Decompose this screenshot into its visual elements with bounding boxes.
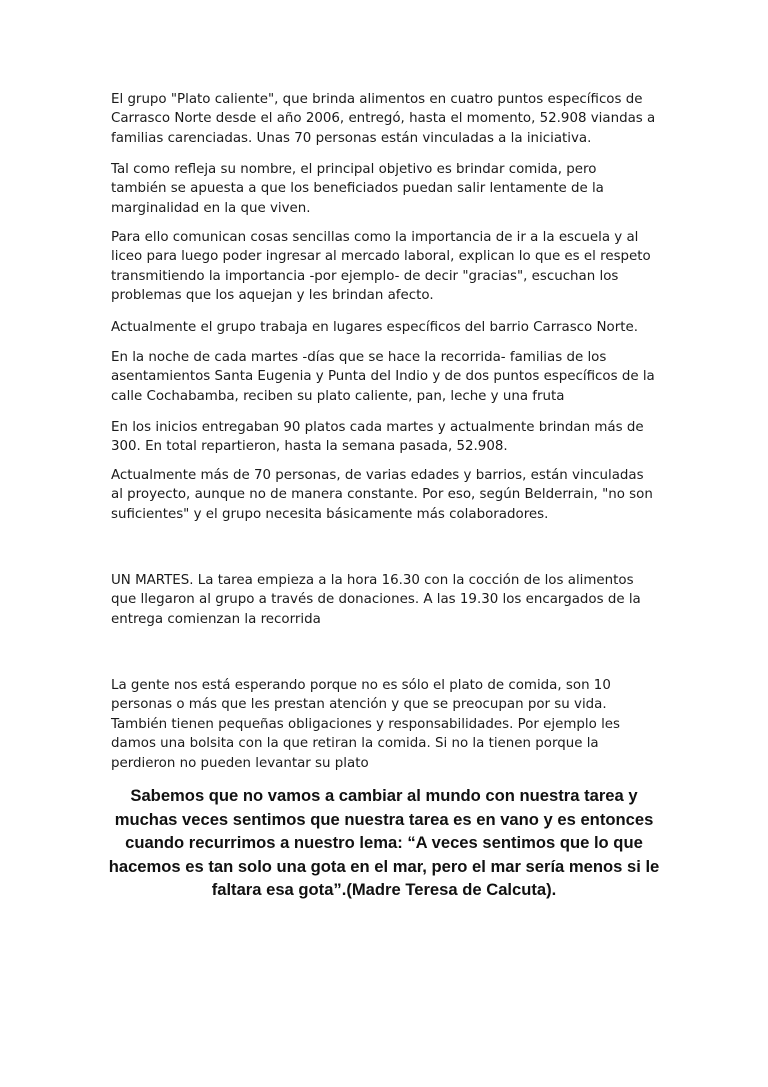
paragraph-tuesday-route: En la noche de cada martes -días que se hace la recorrida- familias de los asentamientos Santa Eugenia y Punta del Indio y de dos puntos específicos de la calle Cochabamba, reciben su plato caliente, pan, leche y una fruta	[111, 350, 655, 404]
paragraph-main-objective: Tal como refleja su nombre, el principal objetivo es brindar comida, pero también se apuesta a que los beneficiados puedan salir lentamente de la marginalidad en la que viven.	[111, 162, 604, 216]
paragraph-current-location: Actualmente el grupo trabaja en lugares específicos del barrio Carrasco Norte.	[111, 320, 638, 335]
paragraph-plato-caliente-intro: El grupo "Plato caliente", que brinda alimentos en cuatro puntos específicos de Carrasco Norte desde el año 2006, entregó, hasta el momento, 52.908 viandas a familias carenciadas. Unas 70 personas están vinculadas a la iniciativa.	[111, 92, 656, 146]
paragraph-un-martes: UN MARTES. La tarea empieza a la hora 16.30 con la cocción de los alimentos que llegaron al grupo a través de donaciones. A las 19.30 los encargados de la entrega comienzan la recorrida	[111, 573, 641, 627]
paragraph-plates-delivered: En los inicios entregaban 90 platos cada martes y actualmente brindan más de 300. En total repartieron, hasta la semana pasada, 52.908.	[111, 420, 644, 455]
paragraph-volunteers: Actualmente más de 70 personas, de varias edades y barrios, están vinculadas al proyecto, aunque no de manera constante. Por eso, según Belderrain, "no son suficientes" y el grupo necesita básicamente más colaboradores.	[111, 468, 653, 522]
paragraph-communication: Para ello comunican cosas sencillas como la importancia de ir a la escuela y al liceo para luego poder ingresar al mercado laboral, explican lo que es el respeto transmitiendo la importancia -por ejemplo- de decir "gracias", escuchan los problemas que los aquejan y les brindan afecto.	[111, 230, 651, 304]
closing-quote: Sabemos que no vamos a cambiar al mundo con nuestra tarea y muchas veces sentimos que nuestra tarea es en vano y es entonces cuando recurrimos a nuestro lema: “A veces sentimos que lo que hacemos es tan solo una gota en el mar, pero el mar sería menos si le faltara esa gota”.(Madre Teresa de Calcuta).	[108, 786, 660, 900]
paragraph-people-waiting: La gente nos está esperando porque no es sólo el plato de comida, son 10 personas o más que les prestan atención y que se preocupan por su vida. También tienen pequeñas obligaciones y responsabilidades. Por ejemplo les damos una bolsita con la que retiran la comida. Si no la tienen porque la perdieron no pueden levantar su plato	[111, 678, 621, 771]
